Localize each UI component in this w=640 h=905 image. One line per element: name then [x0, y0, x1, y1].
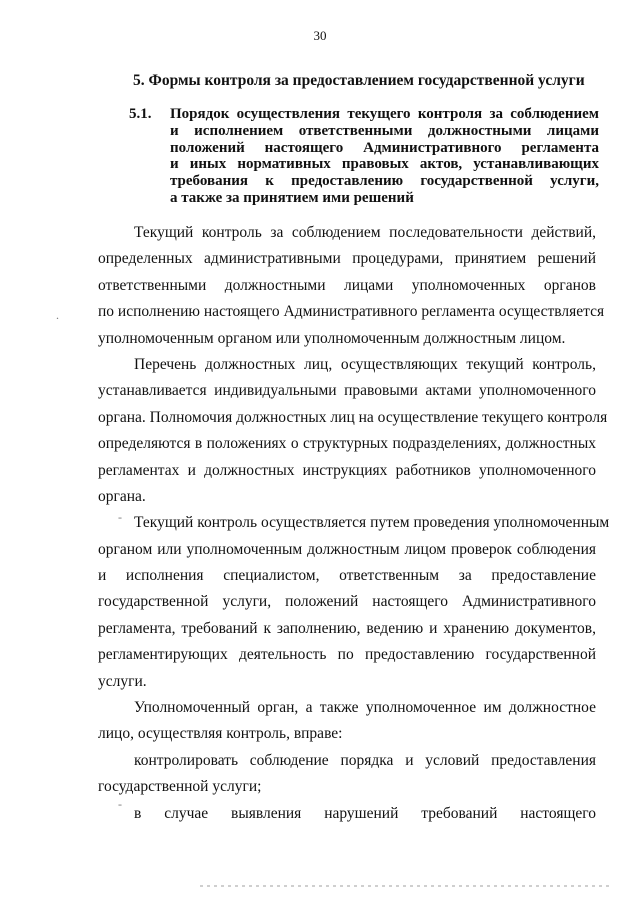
paragraph-1	[98, 220, 605, 352]
text-line: по исполнению настоящего Административного регламента осуществляется	[98, 303, 605, 321]
scan-mark: -	[118, 797, 122, 811]
scan-mark: -	[118, 510, 122, 524]
text-line: услуги.	[98, 672, 147, 690]
text-line: и исполнения специалистом, ответственным за предоставление	[98, 567, 596, 585]
text-line: устанавливается индивидуальными правовыми актами уполномоченного	[98, 382, 596, 400]
text-line: ответственными должностными лицами уполномоченных органов	[98, 276, 596, 294]
section-heading: 5. Формы контроля за предоставлением государственной услуги	[133, 72, 585, 89]
paragraph-5	[98, 748, 596, 801]
subsection-line: требования к предоставлению государственной услуги,	[170, 173, 599, 190]
subsection-line: Порядок осуществления текущего контроля за соблюдением	[170, 106, 599, 122]
text-line: органа. Полномочия должностных лиц на осуществление текущего контроля	[98, 408, 608, 426]
paragraph-6	[98, 801, 596, 827]
text-line: государственной услуги;	[98, 778, 262, 796]
paragraph-3	[98, 510, 610, 695]
text-line: регламента, требований к заполнению, ведению и хранению документов,	[98, 619, 596, 637]
text-line: лицо, осуществляя контроль, вправе:	[98, 725, 343, 743]
text-line: регламентах и должностных инструкциях работников уполномоченного	[98, 461, 596, 479]
text-line: органом или уполномоченным должностным лицом проверок соблюдения	[98, 540, 596, 558]
text-line: контролировать соблюдение порядка и условий предоставления	[134, 751, 596, 769]
text-line: государственной услуги, положений настоящего Административного	[98, 593, 596, 611]
subsection-line: положений настоящего Административного регламента	[170, 139, 599, 156]
text-line: Текущий контроль осуществляется путем проведения уполномоченным	[134, 514, 610, 532]
subsection-line: и иных нормативных правовых актов, устанавливающих	[170, 156, 599, 173]
scan-noise	[200, 885, 610, 887]
subsection-line: и исполнением ответственными должностными лицами	[170, 122, 599, 139]
paragraph-2	[98, 352, 608, 510]
paragraph-4	[98, 695, 596, 748]
page-number: 30	[313, 28, 327, 43]
text-line: определяются в положениях о структурных подразделениях, должностных	[98, 435, 596, 453]
text-line: органа.	[98, 487, 146, 505]
body-text	[98, 220, 610, 827]
subsection-number: 5.1.	[129, 106, 152, 122]
subsection-line: а также за принятием ими решений	[170, 189, 414, 206]
scan-mark: .	[56, 308, 59, 322]
text-line: Перечень должностных лиц, осуществляющих текущий контроль,	[134, 355, 596, 373]
text-line: регламентирующих деятельность по предоставлению государственной	[98, 646, 596, 664]
text-line: Текущий контроль за соблюдением последовательности действий,	[134, 224, 596, 241]
text-line: определенных административными процедурами, принятием решений	[98, 250, 596, 268]
text-line: уполномоченным органом или уполномоченным должностным лицом.	[98, 329, 566, 347]
text-line: Уполномоченный орган, а также уполномоченное им должностное	[134, 699, 596, 717]
text-line: в случае выявления нарушений требований настоящего	[134, 804, 596, 822]
subsection-heading	[129, 106, 599, 207]
